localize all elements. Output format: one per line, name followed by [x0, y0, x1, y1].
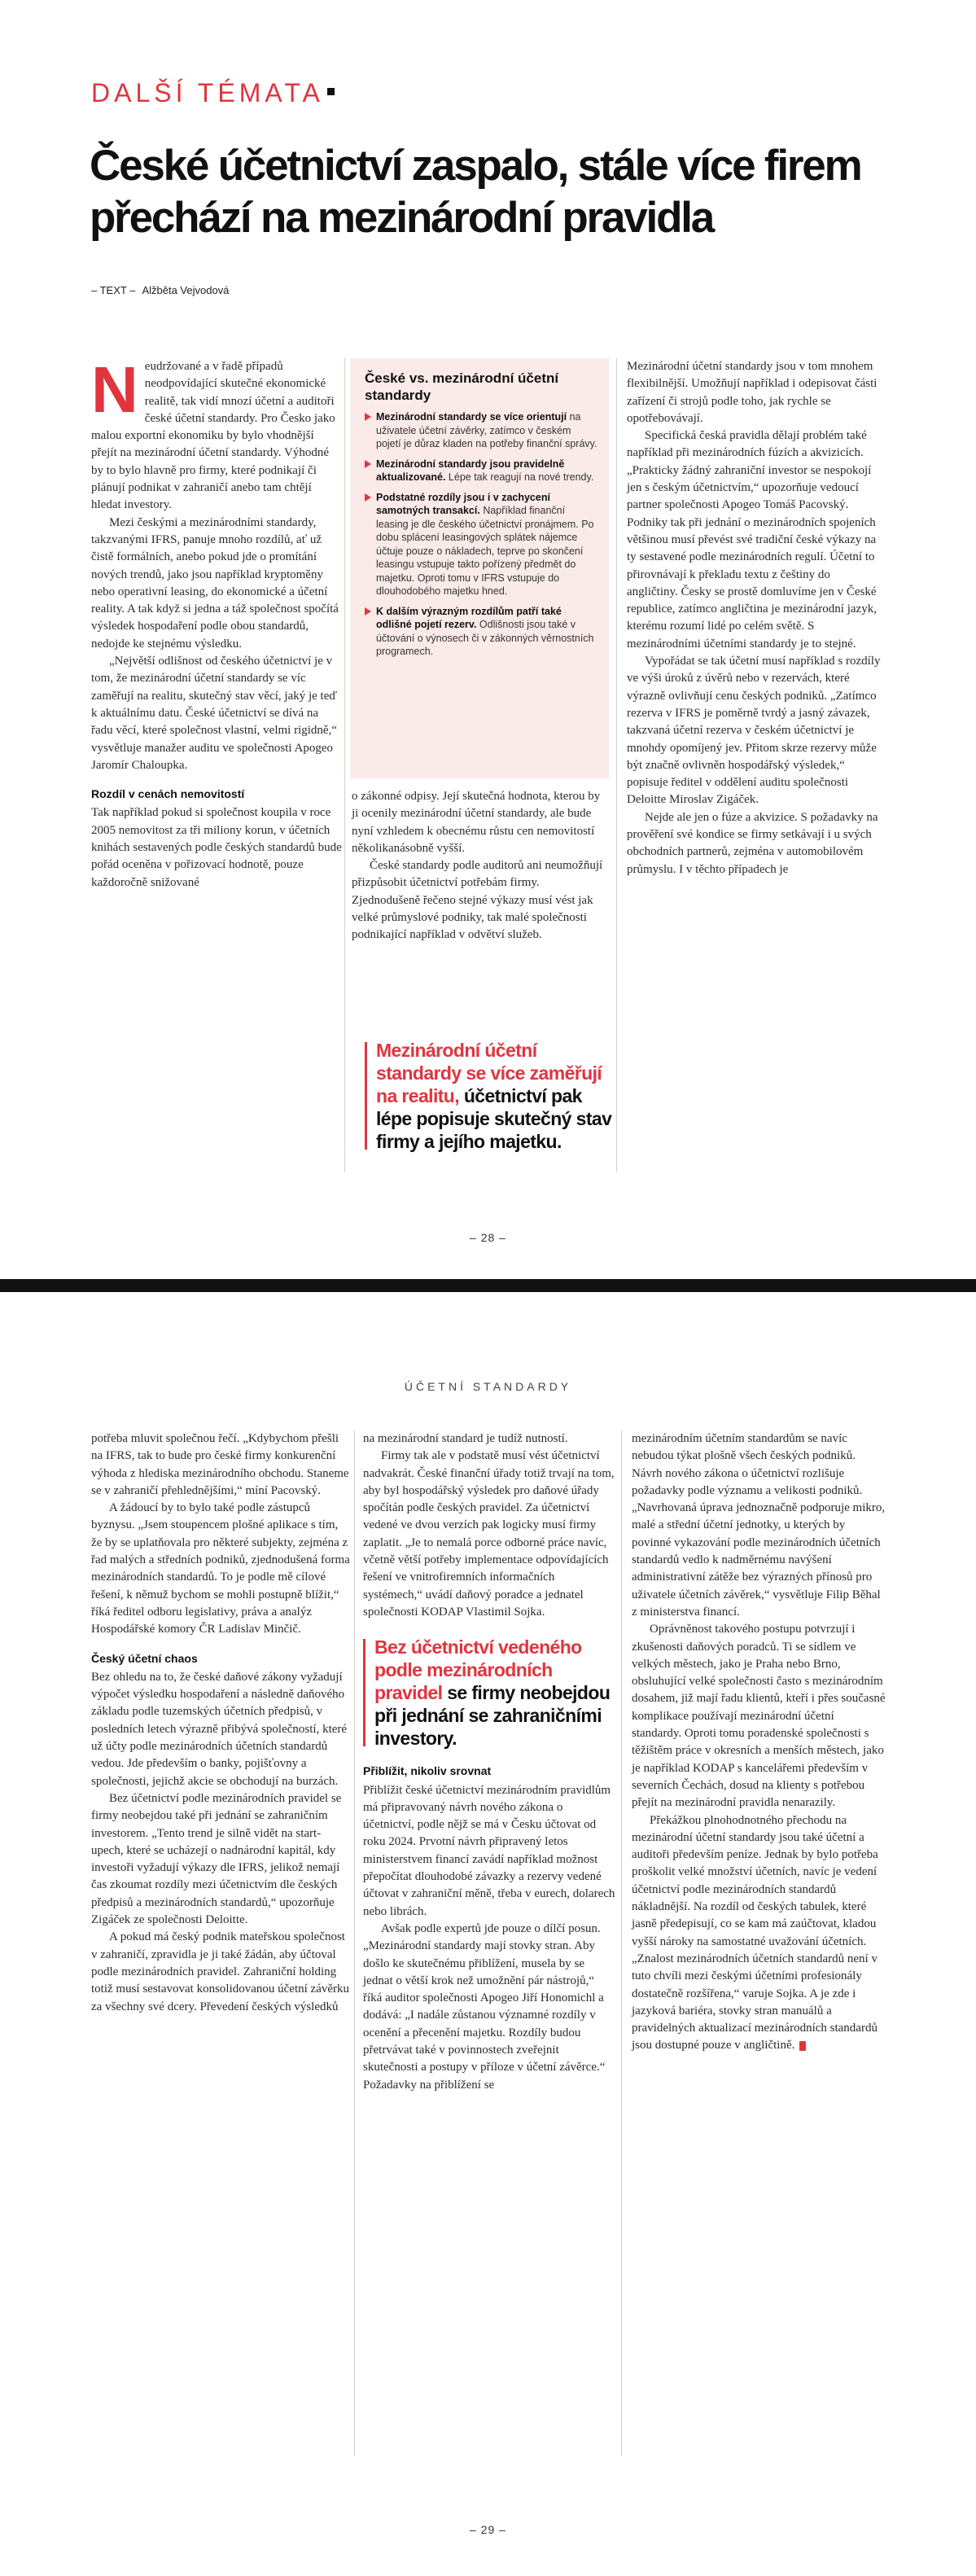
article-paragraph: „Největší odlišnost od českého účetnictví je v tom, že mezinárodní účetní standardy se víc zaměřují na realitu, skutečný stav věcí, jaký je teď k aktuálnímu datu. České účetnictví se dívá na řadu věcí, které společnost vlastní, velmi rigidně,“ vysvětluje manažer auditu ve společnosti Apogeo Jaromír Chaloupka. — [91, 655, 338, 772]
info-sidebar-box — [350, 358, 609, 778]
article-paragraph: Přiblížit české účetnictví mezinárodním pravidlům má připravovaný návrh nového zákona o účetnictví, podle nějž se má v Česku účtovat od roku 2024. Prvotní návrh připravený letos ministerstvem financí zavádí například možnost přepočítat dlouhodobé závazky a rezervy vedené účtovat v zahraniční měně, třeba v eurech, dolarech nebo librách. — [363, 1783, 615, 1918]
column-divider — [616, 358, 617, 1172]
running-head: ÚČETNÍ STANDARDY — [404, 1380, 572, 1393]
article-paragraph: Mezinárodní účetní standardy jsou v tom mnohem flexibilnější. Umožňují například i odepisovat části zařízení či strojů podle toho, jak rychle se opotřebovávají. — [627, 360, 878, 425]
article-paragraph: potřeba mluvit společnou řečí. „Kdybychom přešli na IFRS, tak to bude pro české firmy konkurenční výhoda z hlediska mezinárodního obchodu. Staneme se v zahraničí přehlednějšími,“ míní Pacovský. — [91, 1432, 349, 1497]
article-paragraph: Překážkou plnohodnotného přechodu na mezinárodní účetní standardy jsou také účetní a auditoři především peníze. Jednak by bylo potřeba proškolit velké množství účetních, navíc je vedení účetnictví podle mezinárodních standardů nákladnější. Na rozdíl od českých tabulek, které jasně předepisují, co se kam má zaúčtovat, kladou vyšší nároky na samostatné uvažování účetních. „Znalost mezinárodních účetních standardů není v tuto chvíli mezi českými účetními profesionály dostatečně rozšířena,“ varuje Sojka. A je zde i jazyková bariéra, stovky stran manuálů a pravidelných aktualizací mezinárodních standardů jsou dostupné pouze v angličtině. — [632, 1813, 878, 2052]
subheading: Český účetní chaos — [91, 1651, 198, 1665]
article-headline: České účetnictví zaspalo, stále více firem přechází na mezinárodní pravidla — [90, 142, 861, 242]
article-column-3 — [627, 358, 884, 878]
sidebar-list-item: Mezinárodní standardy jsou pravidelně aktualizované. Lépe tak reagují na nové trendy. — [365, 458, 597, 484]
page-number: – 29 – — [470, 2523, 506, 2536]
byline-role: – TEXT – — [91, 284, 136, 296]
section-bullet-icon — [327, 88, 335, 95]
sidebar-list-item: K dalším výrazným rozdílům patří také odlišné pojetí rezerv. Odlišnosti jsou také v účtování o výnosech či v zákonných věrnostních programech. — [365, 605, 597, 659]
article-paragraph: Bez ohledu na to, že české daňové zákony vyžadují výpočet výsledku hospodaření a následně daňového základu podle tuzemských účetních předpisů, v posledních letech výrazně přibývá společností, které už účty podle mezinárodních účetních standardů vedou. Jde především o banky, pojišťovny a společnosti, jejichž akcie se obchodují na burzách. — [91, 1670, 348, 1788]
article-end-icon — [799, 2041, 806, 2051]
subheading: Rozdíl v cenách nemovitostí — [91, 787, 245, 801]
article-paragraph: Vypořádat se tak účetní musí například s rozdíly ve výši úroků z úvěrů nebo v rezervách, které výrazně ovlivňují cenu českých podniků. „Zatímco rezerva v IFRS je poměrně tvrdý a jasný závazek, takzvaná účetní rezerva v českém účetnictví je mnohdy opomíjený jev. Přitom skrze rezervy může být značně ovlivněn hospodářský výsledek,“ popisuje ředitel v oddělení auditu společnosti Deloitte Miroslav Zigáček. — [627, 655, 881, 807]
sidebar-title: České vs. mezinárodní účetní standardy — [365, 370, 559, 403]
sidebar-list-item: Podstatné rozdíly jsou i v zachycení samotných transakcí. Například finanční leasing je dle českého účetnictví pronájmem. Po dobu splácení leasingových splátek nájemce účtuje pouze o nákladech, teprve po skončení leasingu vstupuje takto pořízený předmět do majetku. Oproti tomu v IFRS vstupuje do dlouhodobého majetku hned. — [365, 491, 597, 598]
article-column-1 — [91, 1430, 350, 2016]
byline — [91, 284, 229, 296]
article-paragraph: o zákonné odpisy. Její skutečná hodnota, kterou by ji ocenily mezinárodní účetní standardy, ale bude nyní vzhledem k obecnému růstu cen nemovitostí několikanásobně vyšší. — [352, 790, 601, 855]
page-number: – 28 – — [470, 1231, 506, 1244]
article-paragraph: Tak například pokud si společnost koupila v roce 2005 nemovitost za tři miliony korun, v účetních knihách sestavených podle českých standardů bude pořád oceněna v pořizovací hodnotě, pouze každoročně snižované — [91, 806, 342, 889]
sidebar-list — [365, 410, 597, 659]
article-paragraph: Neudržované a v řadě případů neodpovídající skutečné ekonomické realitě, tak vidí mnozí účetní a auditoři české účetní standardy. Pro Česko jako malou exportní ekonomiku by bylo vhodnější přejít na mezinárodní účetní standardy. Výhodné by to bylo hlavně pro firmy, které podnikají či plánují podnikat v zahraničí anebo tam chtějí hledat investory. — [91, 353, 335, 512]
column-divider — [621, 1430, 622, 2456]
section-label: DALŠÍ TÉMATA — [91, 78, 335, 108]
article-paragraph: mezinárodním účetním standardům se navíc nebudou týkat plošně všech českých podniků. Návrh nového zákona o účetnictví rozlišuje požadavky podle významu a velikosti podniků. „Navrhovaná úprava jednoznačně podporuje mikro, malé a střední účetní jednotky, u kterých by povinné vykazování podle mezinárodních účetních standardů vedlo k nadměrnému navýšení administrativní zátěže bez výrazných přínosů pro uživatele účetních závěrek,“ vysvětluje Filip Běhal z ministerstva financí. — [632, 1432, 886, 1619]
subheading: Přiblížit, nikoliv srovnat — [363, 1764, 492, 1778]
pull-quote: Mezinárodní účetní standardy se více zaměřují na realitu, účetnictví pak lépe popisuje skutečný stav firmy a jejího majetku. — [376, 1040, 612, 1152]
column-divider — [344, 358, 345, 1172]
page-divider — [0, 1279, 976, 1292]
article-paragraph: Bez účetnictví podle mezinárodních pravidel se firmy neobejdou také při jednání se zahraničním investorem. „Tento trend je silně vidět na start-upech, které se ucházejí o nadnárodní kapitál, kdy investoři vyžadují výkazy dle IFRS, jelikož nemají čas zkoumat rozdíly mezi účetnictvím dle českých předpisů a mezinárodních standardů,“ upozorňuje Zigáček ze společnosti Deloitte. — [91, 1791, 342, 1927]
article-column-2 — [352, 788, 609, 944]
article-column-1 — [91, 353, 342, 892]
article-paragraph: Specifická česká pravidla dělají problém také například při mezinárodních fúzích a akvizicích. „Prakticky žádný zahraniční investor se nespokojí jen s českým účetnictvím,“ upozorňuje vedoucí partner společnosti Apogeo Tomáš Pacovský. Podniky tak při jednání o mezinárodních spojeních většinou musí převést své tradiční české výkazy na ty sestavené podle mezinárodních regulí. Účetní to přirovnávají k překladu textu z češtiny do angličtiny. Česky se prostě domluvíme jen v České republice, zatímco angličtina je mezinárodní jazyk, kterému rozumí lidé po celém světě. S mezinárodními účetními standardy je to stejné. — [627, 429, 877, 651]
article-paragraph: Nejde ale jen o fúze a akvizice. S požadavky na prověření své kondice se firmy setkávají i u svých obchodních partnerů, zejména v automobilovém průmyslu. I v těchto případech je — [627, 810, 878, 876]
article-paragraph: A žádoucí by to bylo také podle zástupců byznysu. „Jsem stoupencem plošné aplikace s tím, že by se uplatňovala pro některé subjekty, zejména z řad malých a středních podniků, zjednodušená forma mezinárodních standardů. To je podle mě cílové řešení, k němuž bychom se mohli postupně blížit,“ říká ředitel odboru legislativy, práva a analýz Hospodářské komory ČR Ladislav Minčič. — [91, 1501, 350, 1636]
article-column-2 — [363, 1430, 615, 2094]
article-paragraph: České standardy podle auditorů ani neumožňují přizpůsobit účetnictví potřebám firmy. Zjednodušeně řečeno stejné výkazy musí vést jak velké průmyslové podniky, tak malé společnosti podnikající například v odvětví služeb. — [352, 859, 603, 942]
article-paragraph: Mezi českými a mezinárodními standardy, takzvanými IFRS, panuje mnoho rozdílů, ať už čistě formálních, anebo pokud jde o promítání nových trendů, jako jsou například kryptoměny nebo operativní leasing, do ekonomické a účetní reality. A tak když si jedna a táž společnost spočítá výsledek hospodaření podle obou standardů, nedojde ke stejnému výsledku. — [91, 515, 339, 651]
pull-quote: Bez účetnictví vedeného podle mezinárodních pravidel se firmy neobejdou při jednání se zahraničními investory. — [374, 1636, 611, 1750]
article-paragraph: Firmy tak ale v podstatě musí vést účetnictví nadvakrát. České finanční úřady totiž trvají na tom, aby byl hospodářský výsledek pro daňové úřady spočítán podle českých pravidel. Za účetnictví vedené ve dvou verzích pak logicky musí firmy zaplatit. „Je to nemalá porce odborné práce navíc, včetně větší potřeby implementace odpovídajících řešení ve vnitrofiremních informačních systémech,“ uvádí daňový poradce a jednatel společnosti KODAP Vlastimil Sojka. — [363, 1449, 615, 1619]
article-column-3 — [632, 1430, 886, 2055]
article-paragraph: A pokud má český podnik mateřskou společnost v zahraničí, zpravidla je ji také žádán, aby účtoval podle mezinárodních pravidel. Zahraniční holding totiž musí sestavovat konsolidovanou účetní závěrku za všechny své dcery. Převedení českých výsledků — [91, 1930, 350, 2013]
article-paragraph: Oprávněnost takového postupu potvrzují i zkušenosti daňových poradců. Ti se sídlem ve velkých městech, jako je Praha nebo Brno, obsluhující velké společnosti často s mezinárodním dosahem, již mají řadu klientů, kteří i přes současné komplikace používají mezinárodní účetní standardy. Oproti tomu poradenské společnosti s těžištěm práce v okresních a menších městech, jako je například KODAP s kancelářemi především v severních Čechách, dosud na klienty s potřebou přejít na mezinárodní pravidla nenarazily. — [632, 1623, 886, 1810]
magazine-page-29 — [0, 1292, 976, 2576]
byline-author: Alžběta Vejvodová — [142, 284, 230, 296]
drop-cap: N — [91, 353, 138, 426]
magazine-page-28 — [0, 0, 976, 1279]
column-divider — [354, 1430, 355, 2456]
sidebar-list-item: Mezinárodní standardy se více orientují na uživatele účetní závěrky, zatímco v českém pojetí je důraz kladen na potřeby finanční správy. — [365, 410, 597, 451]
article-paragraph: na mezinárodní standard je tudíž nutností. — [363, 1432, 568, 1445]
article-paragraph: Avšak podle expertů jde pouze o dílčí posun. „Mezinárodní standardy mají stovky stran. Aby došlo ke skutečnému přiblížení, musela by se jednat o větší krok než umožnění pár nástrojů,“ říká auditor společnosti Apogeo Jiří Honomichl a dodává: „I nadále zůstanou významné rozdíly v ocenění a přecenění majetku. Rozdíly budou přetrvávat také v povinnostech zveřejnit skutečnosti a postupy v příloze v účetní závěrce.“ Požadavky na přiblížení se — [363, 1921, 606, 2092]
